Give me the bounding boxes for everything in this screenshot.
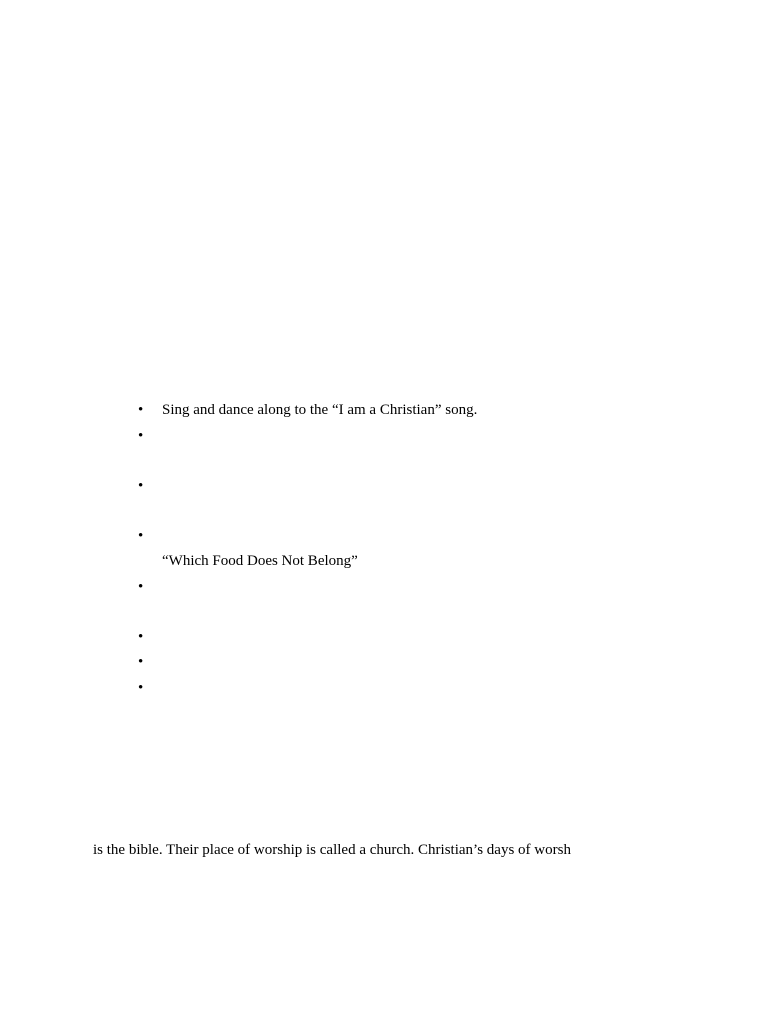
list-bullet: • — [138, 478, 144, 494]
list-bullet: • — [138, 579, 144, 595]
list-bullet: • — [138, 654, 144, 670]
list-bullet: • — [138, 428, 144, 444]
list-bullet: • — [138, 528, 144, 544]
list-continuation-text: “Which Food Does Not Belong” — [162, 553, 358, 569]
list-bullet: • — [138, 680, 144, 696]
list-bullet: • — [138, 629, 144, 645]
list-item-text: Sing and dance along to the “I am a Christian” song. — [162, 402, 478, 418]
paragraph-fragment: is the bible. Their place of worship is called a church. Christian’s days of worsh — [93, 842, 571, 858]
list-bullet: • — [138, 402, 144, 418]
